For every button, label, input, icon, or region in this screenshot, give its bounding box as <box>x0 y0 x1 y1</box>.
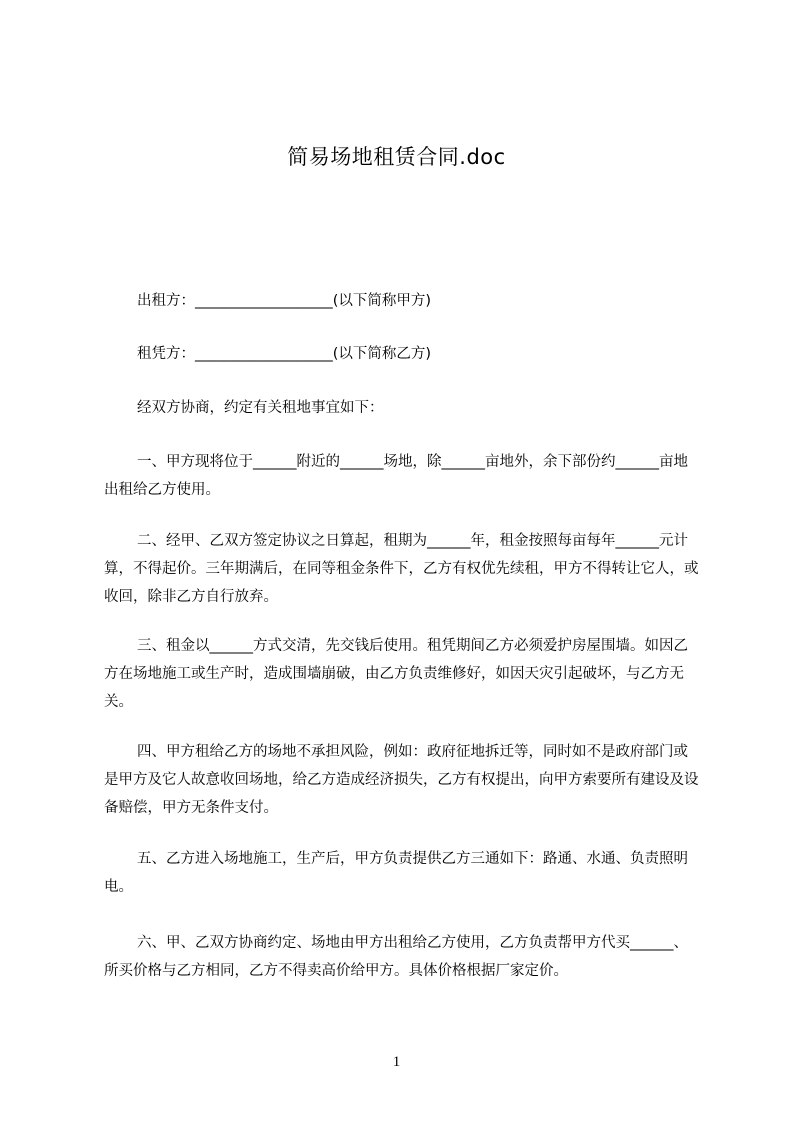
paragraph-clause-4: 四、甲方租给乙方的场地不承担风险，例如：政府征地拆迁等，同时如不是政府部门或是甲方及它人故意收回场地，给乙方造成经济损失，乙方有权提出，向甲方索要所有建设及设备赔偿，甲方无条件支付。 <box>104 744 699 816</box>
paragraph-clause-5: 五、乙方进入场地施工，生产后，甲方负责提供乙方三通如下：路通、水通、负责照明电。 <box>104 851 688 895</box>
paragraph-clause-1: 一、甲方现将位于______附近的______场地，除______亩地外，余下部份约______亩地出租给乙方使用。 <box>104 454 688 498</box>
paragraph-clause-2: 二、经甲、乙双方签定协议之日算起，租期为______年，租金按照每亩每年______元计算，不得起价。三年期满后，在同等租金条件下，乙方有权优先续租，甲方不得转让它人，或收回，除非乙方自行放弃。 <box>104 533 699 605</box>
paragraph-lessor: 出租方：___________________(以下简称甲方) <box>137 293 432 309</box>
paragraph-intro: 经双方协商，约定有关租地事宜如下： <box>137 400 384 416</box>
paragraph-lessee: 租凭方：___________________(以下简称乙方) <box>137 346 432 362</box>
paragraph-clause-6: 六、甲、乙双方协商约定、场地由甲方出租给乙方使用，乙方负责帮甲方代买______、所买价格与乙方相同，乙方不得卖高价给甲方。具体价格根据厂家定价。 <box>104 935 688 979</box>
paragraph-clause-3: 三、租金以______方式交清，先交钱后使用。租凭期间乙方必须爱护房屋围墙。如因乙方在场地施工或生产时，造成围墙崩破，由乙方负责维修好，如因天灾引起破坏，与乙方无关。 <box>104 638 688 710</box>
page-number: 1 <box>392 1054 401 1070</box>
document-title: 简易场地租赁合同.doc <box>287 145 506 169</box>
